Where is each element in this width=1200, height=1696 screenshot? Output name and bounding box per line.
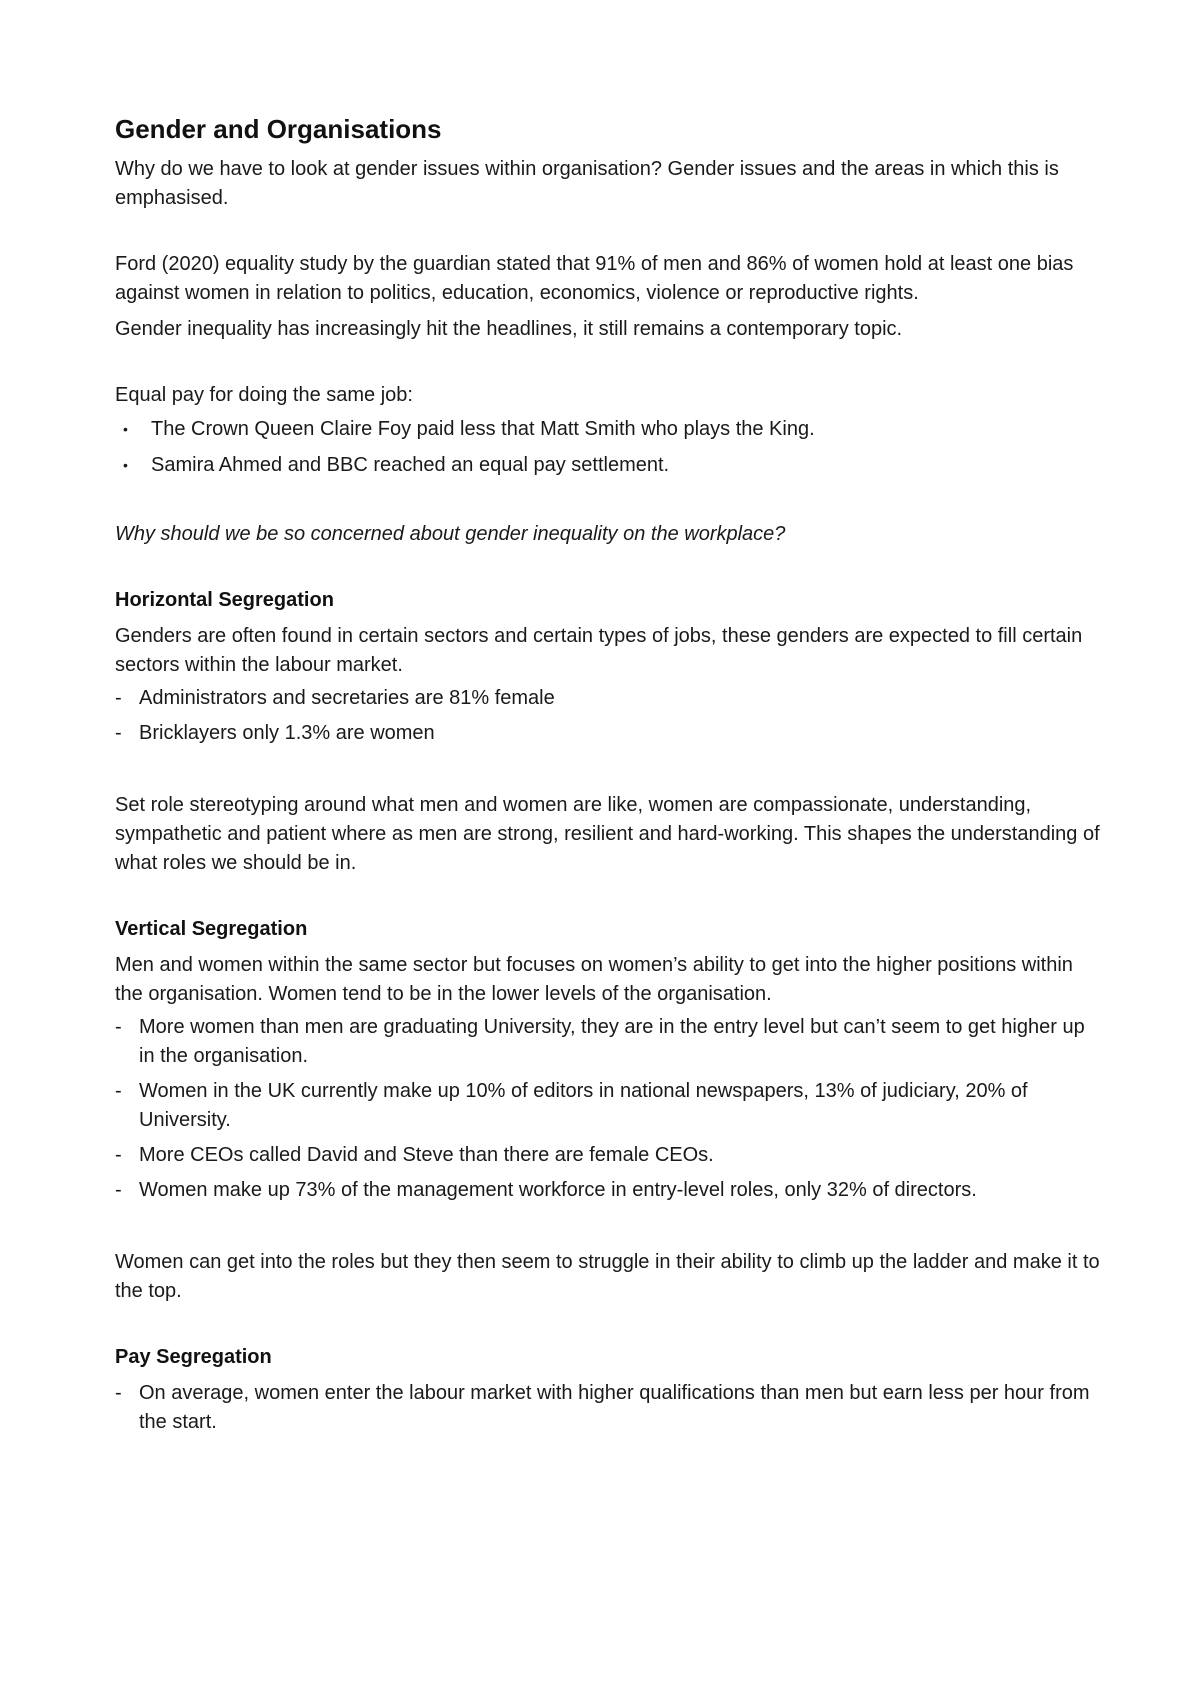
spacer [115, 344, 1100, 381]
dash-icon: - [115, 687, 122, 709]
equal-pay-lead: Equal pay for doing the same job: [115, 384, 413, 406]
question-paragraph: Why should we be so concerned about gender inequality on the workplace? [115, 523, 786, 545]
spacer [115, 1306, 1100, 1343]
vertical-segregation-list [115, 1013, 1100, 1205]
vertical-segregation-heading: Vertical Segregation [115, 918, 308, 940]
stereotyping-paragraph: Set role stereotyping around what men and women are like, women are compassionate, understanding, sympathetic and patient where as men are strong, resilient and hard-working. This shapes the understanding of what roles we should be in. [115, 794, 1100, 874]
dash-icon: - [115, 1016, 122, 1038]
spacer [115, 308, 1100, 315]
dash-icon: - [115, 1179, 122, 1201]
list-item-text: Bricklayers only 1.3% are women [139, 722, 435, 744]
dash-icon: - [115, 722, 122, 744]
list-item-text: Women in the UK currently make up 10% of editors in national newspapers, 13% of judiciary, 20% of University. [139, 1080, 1028, 1131]
horizontal-segregation-heading: Horizontal Segregation [115, 589, 334, 611]
list-item [115, 1013, 1100, 1071]
list-item [115, 719, 1100, 748]
spacer [115, 878, 1100, 915]
list-item [115, 1176, 1100, 1205]
spacer [115, 487, 1100, 520]
list-item-text: Women make up 73% of the management workforce in entry-level roles, only 32% of directors. [139, 1179, 977, 1201]
intro-paragraph: Why do we have to look at gender issues within organisation? Gender issues and the areas in which this is emphasised. [115, 158, 1059, 209]
dash-icon: - [115, 1144, 122, 1166]
spacer [115, 213, 1100, 250]
vertical-segregation-text: Men and women within the same sector but focuses on women’s ability to get into the higher positions within the organisation. Women tend to be in the lower levels of the organisation. [115, 954, 1073, 1005]
horizontal-segregation-list [115, 684, 1100, 748]
dash-icon: - [115, 1382, 122, 1404]
list-item [115, 1077, 1100, 1135]
bullet-icon: • [123, 457, 128, 473]
equal-pay-list [115, 415, 1100, 480]
list-item-text: The Crown Queen Claire Foy paid less that Matt Smith who plays the King. [151, 418, 815, 440]
list-item-text: Administrators and secretaries are 81% female [139, 687, 555, 709]
list-item [115, 415, 1100, 444]
spacer [115, 549, 1100, 586]
ford-study-paragraph: Ford (2020) equality study by the guardian stated that 91% of men and 86% of women hold at least one bias against women in relation to politics, education, economics, violence or reproductive rights. [115, 253, 1074, 304]
list-item [115, 451, 1100, 480]
spacer [115, 754, 1100, 791]
list-item-text: More women than men are graduating University, they are in the entry level but can’t seem to get higher up in the organisation. [139, 1016, 1085, 1067]
list-item [115, 1141, 1100, 1170]
document-page [115, 112, 1100, 1443]
dash-icon: - [115, 1080, 122, 1102]
horizontal-segregation-text: Genders are often found in certain sectors and certain types of jobs, these genders are expected to fill certain sectors within the labour market. [115, 625, 1083, 676]
list-item-text: On average, women enter the labour market with higher qualifications than men but earn less per hour from the start. [139, 1382, 1090, 1433]
pay-segregation-heading: Pay Segregation [115, 1346, 272, 1368]
vertical-conclusion-paragraph: Women can get into the roles but they then seem to struggle in their ability to climb up the ladder and make it to the top. [115, 1251, 1100, 1302]
list-item [115, 1379, 1100, 1437]
spacer [115, 1211, 1100, 1248]
list-item-text: Samira Ahmed and BBC reached an equal pay settlement. [151, 454, 670, 476]
headlines-paragraph: Gender inequality has increasingly hit the headlines, it still remains a contemporary topic. [115, 318, 903, 340]
bullet-icon: • [123, 421, 128, 437]
list-item-text: More CEOs called David and Steve than there are female CEOs. [139, 1144, 714, 1166]
list-item [115, 684, 1100, 713]
pay-segregation-list [115, 1379, 1100, 1437]
document-title: Gender and Organisations [115, 114, 442, 144]
